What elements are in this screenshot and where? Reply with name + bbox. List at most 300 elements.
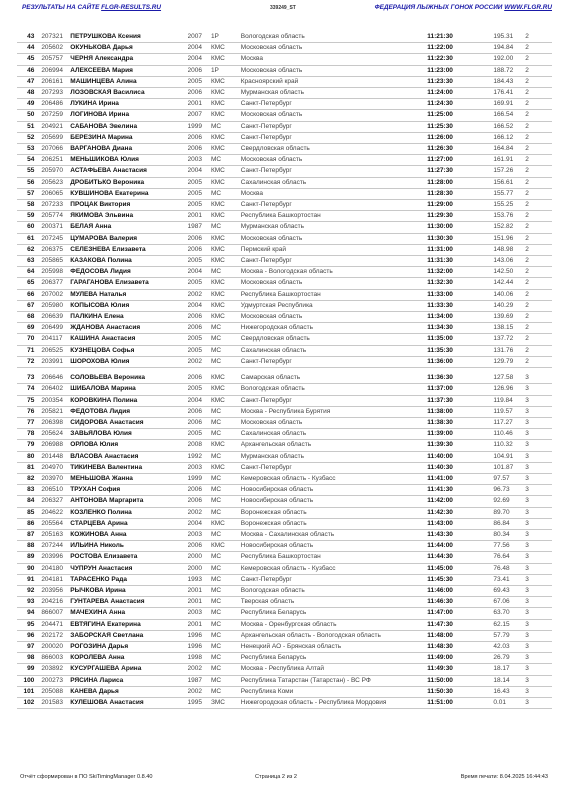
- cell-pts: 76.64: [493, 552, 525, 563]
- cell-region: Московская область: [241, 65, 428, 76]
- cell-rank: МС: [211, 451, 241, 462]
- cell-year: 2006: [188, 312, 211, 323]
- cell-place: 89: [17, 552, 38, 563]
- cell-bib: 205602: [38, 43, 70, 54]
- cell-rank: МС: [211, 619, 241, 630]
- cell-time: 11:46:00: [427, 585, 493, 596]
- cell-region: Санкт-Петербург: [241, 256, 428, 267]
- cell-grp: 2: [525, 110, 552, 121]
- cell-rank: КМС: [211, 88, 241, 99]
- cell-pts: 155.77: [493, 188, 525, 199]
- page-header: [0, 4, 566, 16]
- cell-bib: 204970: [38, 462, 70, 473]
- cell-name: ВАРГАНОВА Диана: [70, 144, 187, 155]
- cell-place: 75: [17, 395, 38, 406]
- cell-pts: 101.87: [493, 462, 525, 473]
- cell-grp: 2: [525, 323, 552, 334]
- cell-year: 2007: [188, 32, 211, 43]
- cell-region: Санкт-Петербург: [241, 356, 428, 367]
- cell-region: Нижегородская область: [241, 323, 428, 334]
- cell-time: 11:46:30: [427, 597, 493, 608]
- cell-name: ЦУМАРОВА Валерия: [70, 233, 187, 244]
- table-row: [17, 188, 552, 199]
- cell-grp: 3: [525, 429, 552, 440]
- cell-year: 2006: [188, 417, 211, 428]
- cell-time: 11:38:30: [427, 417, 493, 428]
- cell-year: 2003: [188, 155, 211, 166]
- cell-time: 11:29:00: [427, 200, 493, 211]
- cell-time: 11:35:30: [427, 345, 493, 356]
- cell-bib: 200371: [38, 222, 70, 233]
- cell-rank: КМС: [211, 518, 241, 529]
- cell-region: Москва - Вологодская область: [241, 267, 428, 278]
- cell-rank: МС: [211, 552, 241, 563]
- cell-pts: 127.58: [493, 373, 525, 384]
- cell-year: 2005: [188, 334, 211, 345]
- table-row: [17, 675, 552, 686]
- table-row: [17, 507, 552, 518]
- cell-place: 99: [17, 664, 38, 675]
- cell-bib: 202172: [38, 630, 70, 641]
- cell-time: 11:32:00: [427, 267, 493, 278]
- cell-grp: 3: [525, 630, 552, 641]
- cell-place: 71: [17, 345, 38, 356]
- cell-rank: КМС: [211, 300, 241, 311]
- cell-year: 2004: [188, 267, 211, 278]
- cell-year: 2004: [188, 395, 211, 406]
- cell-pts: 140.29: [493, 300, 525, 311]
- cell-name: КУЗНЕЦОВА Софья: [70, 345, 187, 356]
- cell-grp: 3: [525, 552, 552, 563]
- cell-time: 11:45:30: [427, 574, 493, 585]
- cell-rank: КМС: [211, 373, 241, 384]
- cell-name: РОГОЗИНА Дарья: [70, 641, 187, 652]
- cell-pts: 152.82: [493, 222, 525, 233]
- cell-pts: 195.31: [493, 32, 525, 43]
- table-row: [17, 166, 552, 177]
- cell-place: 44: [17, 43, 38, 54]
- cell-place: 76: [17, 406, 38, 417]
- cell-time: 11:24:30: [427, 99, 493, 110]
- cell-pts: 26.79: [493, 653, 525, 664]
- footer-page-number: Страница 2 из 2: [255, 774, 297, 780]
- cell-rank: МС: [211, 406, 241, 417]
- cell-name: ЛУКИНА Ирина: [70, 99, 187, 110]
- cell-rank: МС: [211, 529, 241, 540]
- cell-year: 1993: [188, 574, 211, 585]
- cell-time: 11:42:30: [427, 507, 493, 518]
- cell-rank: МС: [211, 574, 241, 585]
- cell-grp: 3: [525, 653, 552, 664]
- cell-region: Сахалинская область: [241, 345, 428, 356]
- cell-place: 102: [17, 697, 38, 708]
- cell-name: СЕЛЕЗНЕВА Елизавета: [70, 244, 187, 255]
- cell-rank: МС: [211, 664, 241, 675]
- cell-region: Свердловская область: [241, 334, 428, 345]
- cell-bib: 206510: [38, 485, 70, 496]
- cell-grp: 2: [525, 177, 552, 188]
- cell-grp: 2: [525, 356, 552, 367]
- cell-region: Республика Беларусь: [241, 608, 428, 619]
- cell-time: 11:42:00: [427, 496, 493, 507]
- cell-region: Удмуртская Республика: [241, 300, 428, 311]
- table-row: [17, 356, 552, 367]
- cell-grp: 3: [525, 563, 552, 574]
- cell-grp: 3: [525, 384, 552, 395]
- cell-region: Красноярский край: [241, 76, 428, 87]
- cell-bib: 205163: [38, 529, 70, 540]
- cell-grp: 2: [525, 99, 552, 110]
- cell-place: 68: [17, 312, 38, 323]
- cell-rank: КМС: [211, 541, 241, 552]
- cell-place: 98: [17, 653, 38, 664]
- cell-time: 11:37:00: [427, 384, 493, 395]
- cell-grp: 3: [525, 585, 552, 596]
- cell-pts: 194.84: [493, 43, 525, 54]
- cell-rank: КМС: [211, 177, 241, 188]
- cell-grp: 2: [525, 132, 552, 143]
- cell-place: 78: [17, 429, 38, 440]
- cell-rank: КМС: [211, 244, 241, 255]
- table-row: [17, 256, 552, 267]
- table-row: [17, 323, 552, 334]
- table-row: [17, 177, 552, 188]
- header-left-text: РЕЗУЛЬТАТЫ НА САЙТЕ: [22, 4, 100, 11]
- cell-year: 2005: [188, 188, 211, 199]
- cell-rank: ЗМС: [211, 697, 241, 708]
- cell-pts: 62.15: [493, 619, 525, 630]
- cell-time: 11:39:00: [427, 429, 493, 440]
- cell-place: 87: [17, 529, 38, 540]
- cell-year: 2002: [188, 507, 211, 518]
- cell-year: 2006: [188, 65, 211, 76]
- cell-rank: КМС: [211, 166, 241, 177]
- cell-place: 82: [17, 473, 38, 484]
- cell-name: РОСТОВА Елизавета: [70, 552, 187, 563]
- cell-name: КАНЕВА Дарья: [70, 686, 187, 697]
- cell-region: Москва - Оренбургская область: [241, 619, 428, 630]
- table-row: [17, 222, 552, 233]
- cell-name: КОЖИНОВА Анна: [70, 529, 187, 540]
- cell-time: 11:28:30: [427, 188, 493, 199]
- cell-pts: 16.43: [493, 686, 525, 697]
- table-row: [17, 384, 552, 395]
- cell-time: 11:44:30: [427, 552, 493, 563]
- cell-region: Самарская область: [241, 373, 428, 384]
- cell-region: Тверская область: [241, 597, 428, 608]
- table-row: [17, 552, 552, 563]
- cell-bib: 206525: [38, 345, 70, 356]
- cell-year: 2006: [188, 88, 211, 99]
- cell-place: 91: [17, 574, 38, 585]
- cell-time: 11:37:30: [427, 395, 493, 406]
- cell-grp: 2: [525, 43, 552, 54]
- cell-region: Республика Коми: [241, 686, 428, 697]
- cell-time: 11:36:00: [427, 356, 493, 367]
- cell-grp: 3: [525, 395, 552, 406]
- table-row: [17, 54, 552, 65]
- cell-year: 1996: [188, 630, 211, 641]
- cell-bib: 206994: [38, 65, 70, 76]
- cell-place: 70: [17, 334, 38, 345]
- cell-year: 2005: [188, 429, 211, 440]
- header-left-site-link[interactable]: FLGR-RESULTS.RU: [101, 4, 162, 11]
- cell-region: Санкт-Петербург: [241, 574, 428, 585]
- cell-rank: МС: [211, 630, 241, 641]
- cell-year: 2001: [188, 99, 211, 110]
- cell-name: МУЛЕВА Наталья: [70, 289, 187, 300]
- cell-pts: 164.84: [493, 144, 525, 155]
- cell-pts: 117.27: [493, 417, 525, 428]
- cell-place: 90: [17, 563, 38, 574]
- table-row: [17, 619, 552, 630]
- cell-name: ЛОЗОВСКАЯ Василиса: [70, 88, 187, 99]
- cell-year: 2002: [188, 356, 211, 367]
- cell-pts: 161.91: [493, 155, 525, 166]
- cell-year: 2006: [188, 373, 211, 384]
- cell-year: 2006: [188, 323, 211, 334]
- cell-pts: 89.70: [493, 507, 525, 518]
- cell-year: 2006: [188, 244, 211, 255]
- cell-grp: 2: [525, 300, 552, 311]
- table-row: [17, 417, 552, 428]
- cell-rank: МС: [211, 597, 241, 608]
- table-row: [17, 244, 552, 255]
- table-row: [17, 88, 552, 99]
- cell-rank: КМС: [211, 54, 241, 65]
- cell-grp: 2: [525, 54, 552, 65]
- cell-place: 100: [17, 675, 38, 686]
- cell-pts: 73.41: [493, 574, 525, 585]
- table-row: [17, 429, 552, 440]
- table-row: [17, 267, 552, 278]
- cell-pts: 137.72: [493, 334, 525, 345]
- cell-time: 11:23:30: [427, 76, 493, 87]
- cell-bib: 203991: [38, 356, 70, 367]
- cell-name: ШОРОХОВА Юлия: [70, 356, 187, 367]
- cell-region: Московская область: [241, 155, 428, 166]
- cell-bib: 204181: [38, 574, 70, 585]
- cell-bib: 204471: [38, 619, 70, 630]
- cell-name: РЫЧКОВА Ирина: [70, 585, 187, 596]
- cell-bib: 206065: [38, 188, 70, 199]
- cell-pts: 131.76: [493, 345, 525, 356]
- cell-bib: 205970: [38, 166, 70, 177]
- cell-rank: МС: [211, 334, 241, 345]
- table-row: [17, 563, 552, 574]
- cell-name: КУЛЕШОВА Анастасия: [70, 697, 187, 708]
- cell-bib: 206402: [38, 384, 70, 395]
- cell-grp: 2: [525, 166, 552, 177]
- cell-grp: 3: [525, 574, 552, 585]
- table-row: [17, 312, 552, 323]
- cell-name: ЧУПРУН Анастасия: [70, 563, 187, 574]
- cell-pts: 119.57: [493, 406, 525, 417]
- cell-region: Московская область: [241, 417, 428, 428]
- cell-place: 74: [17, 384, 38, 395]
- cell-region: Новосибирская область: [241, 485, 428, 496]
- cell-place: 81: [17, 462, 38, 473]
- cell-name: ТАРАСЕНКО Рада: [70, 574, 187, 585]
- cell-bib: 206251: [38, 155, 70, 166]
- cell-region: Новосибирская область: [241, 496, 428, 507]
- cell-year: 2004: [188, 54, 211, 65]
- cell-time: 11:23:00: [427, 65, 493, 76]
- cell-time: 11:24:00: [427, 88, 493, 99]
- cell-year: 2004: [188, 166, 211, 177]
- table-row: [17, 574, 552, 585]
- cell-place: 67: [17, 300, 38, 311]
- footer-software: Отчёт сформирован в ПО SkiTimingManager 0.8.40: [20, 774, 153, 780]
- cell-region: Московская область: [241, 278, 428, 289]
- cell-name: ИЛЬИНА Николь: [70, 541, 187, 552]
- cell-rank: КМС: [211, 312, 241, 323]
- cell-grp: 2: [525, 345, 552, 356]
- cell-pts: 110.32: [493, 440, 525, 451]
- cell-region: Кемеровская область - Кузбасс: [241, 473, 428, 484]
- cell-bib: 207244: [38, 541, 70, 552]
- cell-time: 11:39:30: [427, 440, 493, 451]
- cell-pts: 96.73: [493, 485, 525, 496]
- cell-bib: 205624: [38, 429, 70, 440]
- table-row: [17, 132, 552, 143]
- cell-place: 97: [17, 641, 38, 652]
- cell-rank: КМС: [211, 200, 241, 211]
- cell-place: 60: [17, 222, 38, 233]
- cell-bib: 204216: [38, 597, 70, 608]
- cell-bib: 205980: [38, 300, 70, 311]
- cell-time: 11:29:30: [427, 211, 493, 222]
- header-right-site-link[interactable]: WWW.FLGR.RU: [504, 4, 552, 11]
- cell-grp: 3: [525, 697, 552, 708]
- cell-rank: МС: [211, 222, 241, 233]
- cell-name: ФЕДОСОВА Лидия: [70, 267, 187, 278]
- cell-pts: 0.01: [493, 697, 525, 708]
- cell-region: Москва: [241, 54, 428, 65]
- cell-name: КУСУРГАШЕВА Арина: [70, 664, 187, 675]
- table-row: [17, 155, 552, 166]
- cell-year: 1996: [188, 641, 211, 652]
- cell-rank: МС: [211, 188, 241, 199]
- cell-rank: МС: [211, 417, 241, 428]
- cell-place: 66: [17, 289, 38, 300]
- cell-place: 45: [17, 54, 38, 65]
- cell-place: 79: [17, 440, 38, 451]
- cell-place: 77: [17, 417, 38, 428]
- cell-pts: 126.96: [493, 384, 525, 395]
- cell-rank: 1Р: [211, 32, 241, 43]
- cell-bib: 206375: [38, 244, 70, 255]
- cell-rank: КМС: [211, 43, 241, 54]
- cell-rank: МС: [211, 675, 241, 686]
- cell-grp: 3: [525, 473, 552, 484]
- cell-bib: 207293: [38, 88, 70, 99]
- cell-place: 69: [17, 323, 38, 334]
- cell-rank: КМС: [211, 289, 241, 300]
- cell-time: 11:41:30: [427, 485, 493, 496]
- table-row: [17, 653, 552, 664]
- cell-time: 11:50:30: [427, 686, 493, 697]
- cell-name: ЛОГИНОВА Ирина: [70, 110, 187, 121]
- table-row: [17, 496, 552, 507]
- cell-place: 48: [17, 88, 38, 99]
- cell-rank: КМС: [211, 384, 241, 395]
- cell-grp: 2: [525, 32, 552, 43]
- cell-region: Архангельская область - Вологодская область: [241, 630, 428, 641]
- cell-year: 1999: [188, 121, 211, 132]
- cell-place: 58: [17, 200, 38, 211]
- cell-pts: 157.26: [493, 166, 525, 177]
- cell-pts: 156.61: [493, 177, 525, 188]
- cell-pts: 188.72: [493, 65, 525, 76]
- cell-name: ПЕТРУШКОВА Ксения: [70, 32, 187, 43]
- cell-year: 2002: [188, 664, 211, 675]
- cell-time: 11:34:00: [427, 312, 493, 323]
- cell-rank: КМС: [211, 132, 241, 143]
- cell-year: 2001: [188, 585, 211, 596]
- cell-place: 86: [17, 518, 38, 529]
- cell-year: 2004: [188, 518, 211, 529]
- cell-region: Санкт-Петербург: [241, 395, 428, 406]
- cell-place: 64: [17, 267, 38, 278]
- cell-bib: 207259: [38, 110, 70, 121]
- cell-grp: 3: [525, 675, 552, 686]
- cell-grp: 3: [525, 485, 552, 496]
- cell-bib: 200273: [38, 675, 70, 686]
- cell-grp: 2: [525, 278, 552, 289]
- table-row: [17, 144, 552, 155]
- cell-region: Воронежская область: [241, 507, 428, 518]
- cell-grp: 2: [525, 267, 552, 278]
- cell-name: ОКУНЬКОВА Дарья: [70, 43, 187, 54]
- cell-grp: 2: [525, 211, 552, 222]
- cell-year: 2005: [188, 76, 211, 87]
- cell-bib: 206486: [38, 99, 70, 110]
- table-row: [17, 278, 552, 289]
- cell-region: Республика Башкортостан: [241, 552, 428, 563]
- cell-name: ТИКИНЕВА Валентина: [70, 462, 187, 473]
- cell-pts: 97.57: [493, 473, 525, 484]
- cell-region: Санкт-Петербург: [241, 166, 428, 177]
- cell-pts: 86.84: [493, 518, 525, 529]
- cell-region: Санкт-Петербург: [241, 462, 428, 473]
- cell-time: 11:25:00: [427, 110, 493, 121]
- cell-time: 11:33:00: [427, 289, 493, 300]
- cell-year: 2000: [188, 563, 211, 574]
- cell-time: 11:40:00: [427, 451, 493, 462]
- cell-year: 2003: [188, 529, 211, 540]
- table-row: [17, 440, 552, 451]
- cell-bib: 206327: [38, 496, 70, 507]
- cell-name: КОРОВКИНА Полина: [70, 395, 187, 406]
- cell-time: 11:45:00: [427, 563, 493, 574]
- cell-name: ДРОБИТЬКО Вероника: [70, 177, 187, 188]
- table-row: [17, 43, 552, 54]
- cell-region: Республика Башкортостан: [241, 211, 428, 222]
- cell-name: КОЗЛЕНКО Полина: [70, 507, 187, 518]
- cell-pts: 57.79: [493, 630, 525, 641]
- cell-rank: КМС: [211, 76, 241, 87]
- cell-grp: 2: [525, 144, 552, 155]
- cell-region: Архангельская область: [241, 440, 428, 451]
- cell-name: МЕНЬШИКОВА Юлия: [70, 155, 187, 166]
- cell-pts: 169.91: [493, 99, 525, 110]
- cell-time: 11:47:30: [427, 619, 493, 630]
- cell-bib: 206161: [38, 76, 70, 87]
- cell-time: 11:43:30: [427, 529, 493, 540]
- cell-name: ЗАБОРСКАЯ Светлана: [70, 630, 187, 641]
- cell-name: ОРЛОВА Юлия: [70, 440, 187, 451]
